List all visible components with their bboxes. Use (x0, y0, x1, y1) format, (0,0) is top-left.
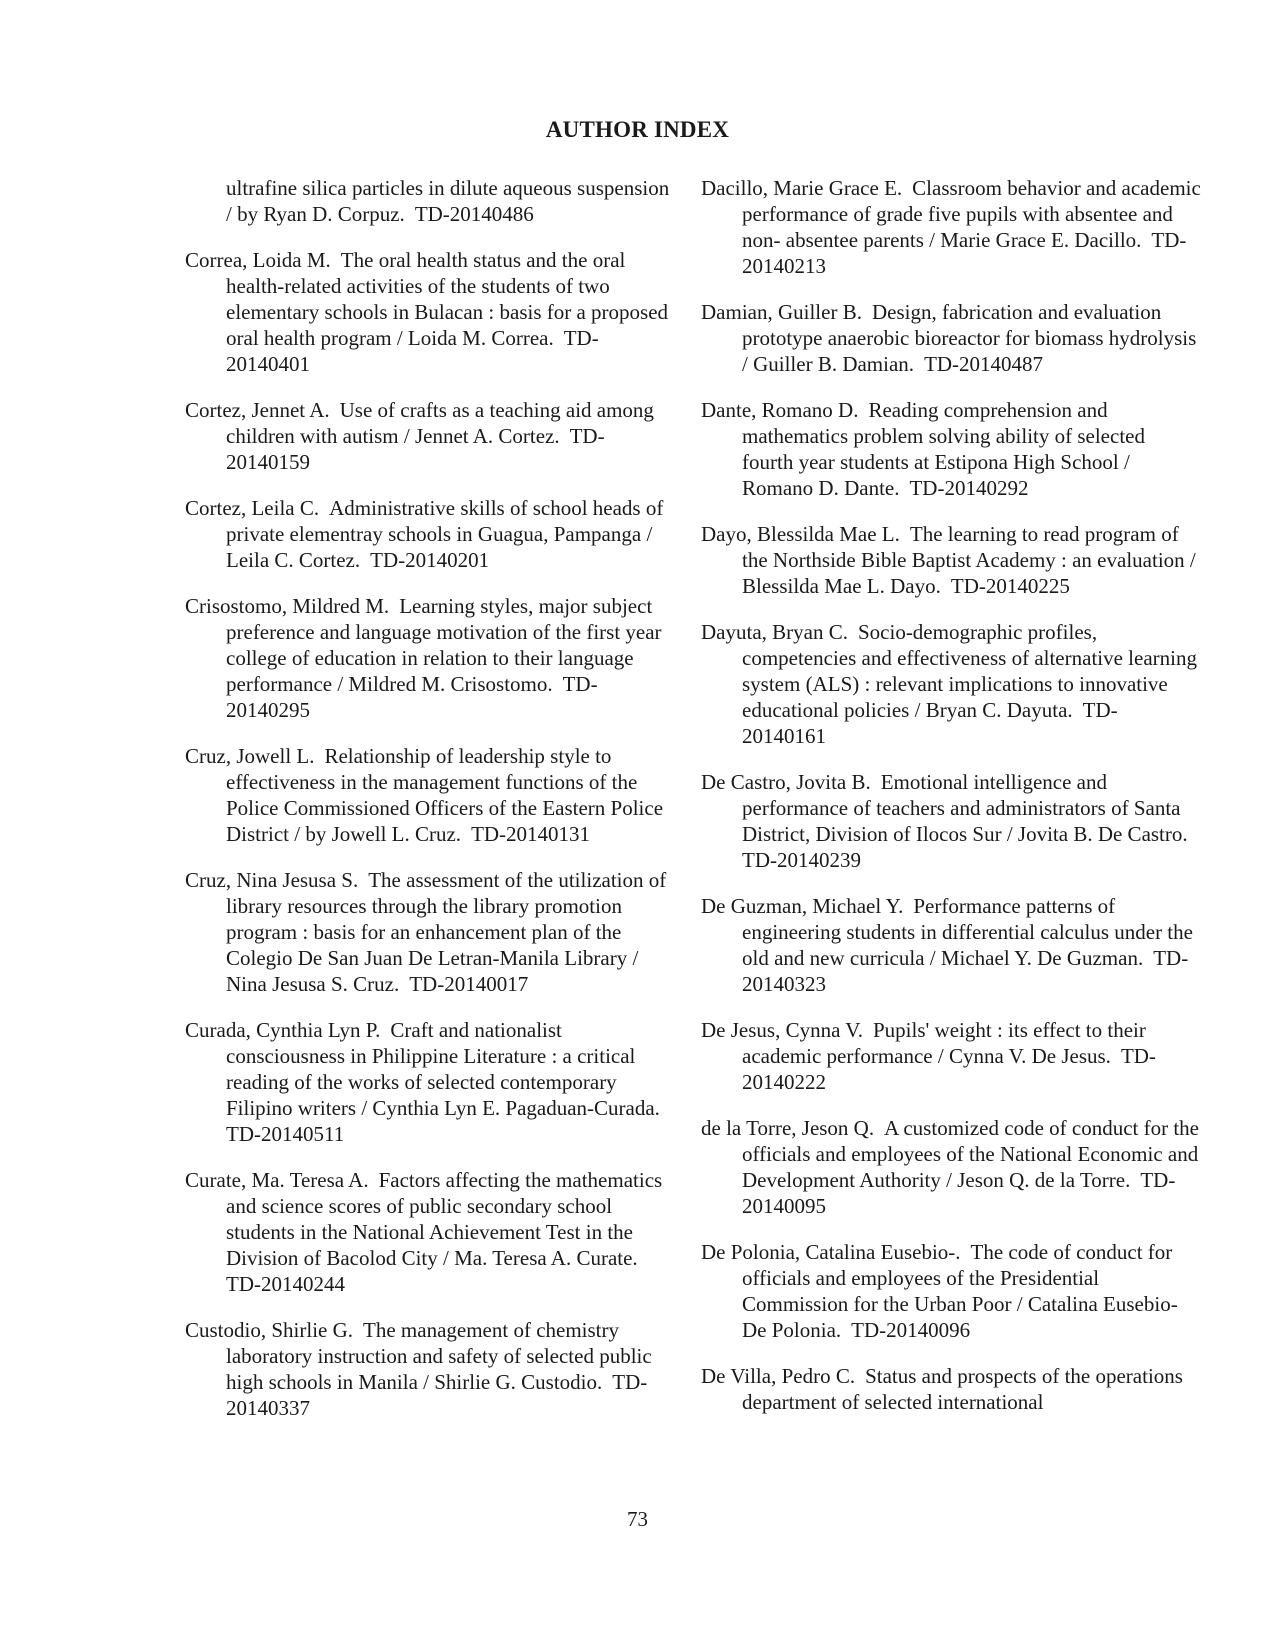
entry-id: TD-20140017 (409, 972, 529, 996)
entry-author: Dayuta, Bryan C. (701, 620, 848, 644)
left-column (185, 175, 675, 1441)
entry-author: De Guzman, Michael Y. (701, 894, 904, 918)
right-column (701, 175, 1201, 1435)
entry-id: TD-20140239 (742, 848, 861, 872)
entry-text: Status and prospects of the operations department of selected international (742, 1364, 1183, 1414)
entry-text: Relationship of leadership style to effectiveness in the management functions of the Police Commissioned Officers of the Eastern Police District / by Jowell L. Cruz. (226, 744, 664, 846)
entry-id: TD-20140159 (226, 424, 605, 474)
entry-id: TD-20140511 (226, 1122, 345, 1146)
index-entry (701, 175, 1201, 279)
page-title: AUTHOR INDEX (545, 117, 730, 142)
entry-id: TD-20140225 (950, 574, 1070, 598)
entry-author: Curada, Cynthia Lyn P. (185, 1018, 381, 1042)
index-entry (185, 867, 675, 997)
entry-author: Cruz, Jowell L. (185, 744, 315, 768)
entry-text: Pupils' weight : its effect to their academic performance / Cynna V. De Jesus. (742, 1018, 1146, 1068)
entry-text: Classroom behavior and academic performance of grade five pupils with absentee and non- absentee parents / Marie Grace E. Dacillo. (742, 176, 1201, 252)
entry-id: TD-20140095 (742, 1168, 1176, 1218)
index-entry (701, 397, 1201, 501)
entry-text: A customized code of conduct for the officials and employees of the National Economic and Development Authority / Jeson Q. de la Torre. (742, 1116, 1200, 1192)
entry-author: Dante, Romano D. (701, 398, 859, 422)
entry-text: The code of conduct for officials and employees of the Presidential Commission for the Urban Poor / Catalina Eusebio- De Polonia. (742, 1240, 1178, 1342)
entry-author: Dayo, Blessilda Mae L. (701, 522, 900, 546)
entry-id: TD-20140401 (226, 326, 599, 376)
entry-author: De Villa, Pedro C. (701, 1364, 856, 1388)
entry-author: Cruz, Nina Jesusa S. (185, 868, 359, 892)
index-entry (701, 521, 1201, 599)
entry-text: Learning styles, major subject preference and language motivation of the first year college of education in relation to their language performance / Mildred M. Crisostomo. (226, 594, 662, 696)
entry-author: Damian, Guiller B. (701, 300, 862, 324)
entry-text: The management of chemistry laboratory instruction and safety of selected public high schools in Manila / Shirlie G. Custodio. (226, 1318, 652, 1394)
entry-id: TD-20140213 (742, 228, 1187, 278)
index-entry (185, 397, 675, 475)
entry-author: Curate, Ma. Teresa A. (185, 1168, 369, 1192)
index-entry (701, 1115, 1201, 1219)
entry-text: Emotional intelligence and performance of teachers and administrators of Santa District, Division of Ilocos Sur / Jovita B. De Castro. (742, 770, 1188, 846)
entry-text: Administrative skills of school heads of private elementray schools in Guagua, Pampanga / Leila C. Cortez. (226, 496, 664, 572)
index-entry (185, 247, 675, 377)
entry-text: Reading comprehension and mathematics problem solving ability of selected fourth year students at Estipona High School / Romano D. Dante. (742, 398, 1145, 500)
entry-author: De Castro, Jovita B. (701, 770, 871, 794)
entry-text: The oral health status and the oral health-related activities of the students of two elementary schools in Bulacan : basis for a proposed oral health program / Loida M. Correa. (226, 248, 669, 350)
index-entry (701, 769, 1201, 873)
index-entry (185, 495, 675, 573)
index-entry (185, 1017, 675, 1147)
index-entry (701, 1239, 1201, 1343)
entry-author: De Jesus, Cynna V. (701, 1018, 863, 1042)
entry-text: ultrafine silica particles in dilute aqueous suspension / by Ryan D. Corpuz. (226, 176, 670, 226)
page-number: 73 (627, 1507, 648, 1531)
entry-text: Performance patterns of engineering students in differential calculus under the old and new curricula / Michael Y. De Guzman. (742, 894, 1193, 970)
entry-id: TD-20140131 (471, 822, 591, 846)
index-entry (701, 299, 1201, 377)
index-entry (185, 175, 675, 227)
index-entry (701, 619, 1201, 749)
entry-id: TD-20140486 (414, 202, 534, 226)
entry-author: Custodio, Shirlie G. (185, 1318, 354, 1342)
entry-author: Dacillo, Marie Grace E. (701, 176, 903, 200)
entry-text: The assessment of the utilization of library resources through the library promotion program : basis for an enhancement plan of the Colegio De San Juan De Letran-Manila Library / Nina Jesusa S. Cruz. (226, 868, 667, 996)
entry-id: TD-20140222 (742, 1044, 1156, 1094)
entry-text: The learning to read program of the Northside Bible Baptist Academy : an evaluation / Blessilda Mae L. Dayo. (742, 522, 1196, 598)
index-entry (701, 1017, 1201, 1095)
entry-text: Use of crafts as a teaching aid among children with autism / Jennet A. Cortez. (226, 398, 654, 448)
index-entry (701, 1363, 1201, 1415)
entry-author: Cortez, Leila C. (185, 496, 320, 520)
entry-author: Correa, Loida M. (185, 248, 331, 272)
entry-text: Factors affecting the mathematics and science scores of public secondary school students in the National Achievement Test in the Division of Bacolod City / Ma. Teresa A. Curate. (226, 1168, 663, 1270)
entry-author: De Polonia, Catalina Eusebio-. (701, 1240, 961, 1264)
entry-text: Socio-demographic profiles, competencies and effectiveness of alternative learning system (ALS) : relevant implications to innovative educational policies / Bryan C. Dayuta. (742, 620, 1197, 722)
entry-text: Design, fabrication and evaluation prototype anaerobic bioreactor for biomass hydrolysis / Guiller B. Damian. (742, 300, 1197, 376)
index-entry (185, 1167, 675, 1297)
entry-id: TD-20140487 (924, 352, 1044, 376)
entry-id: TD-20140161 (742, 698, 1118, 748)
entry-id: TD-20140244 (226, 1272, 345, 1296)
entry-id: TD-20140337 (226, 1370, 648, 1420)
index-entry (185, 593, 675, 723)
index-entry (701, 893, 1201, 997)
entry-author: de la Torre, Jeson Q. (701, 1116, 875, 1140)
entry-id: TD-20140292 (909, 476, 1029, 500)
index-entry (185, 1317, 675, 1421)
entry-id: TD-20140295 (226, 672, 598, 722)
entry-text: Craft and nationalist consciousness in Philippine Literature : a critical reading of the works of selected contemporary Filipino writers / Cynthia Lyn E. Pagaduan-Curada. (226, 1018, 660, 1120)
entry-id: TD-20140096 (851, 1318, 971, 1342)
entry-id: TD-20140201 (370, 548, 490, 572)
entry-author: Cortez, Jennet A. (185, 398, 330, 422)
entry-id: TD-20140323 (742, 946, 1189, 996)
entry-author: Crisostomo, Mildred M. (185, 594, 390, 618)
index-entry (185, 743, 675, 847)
